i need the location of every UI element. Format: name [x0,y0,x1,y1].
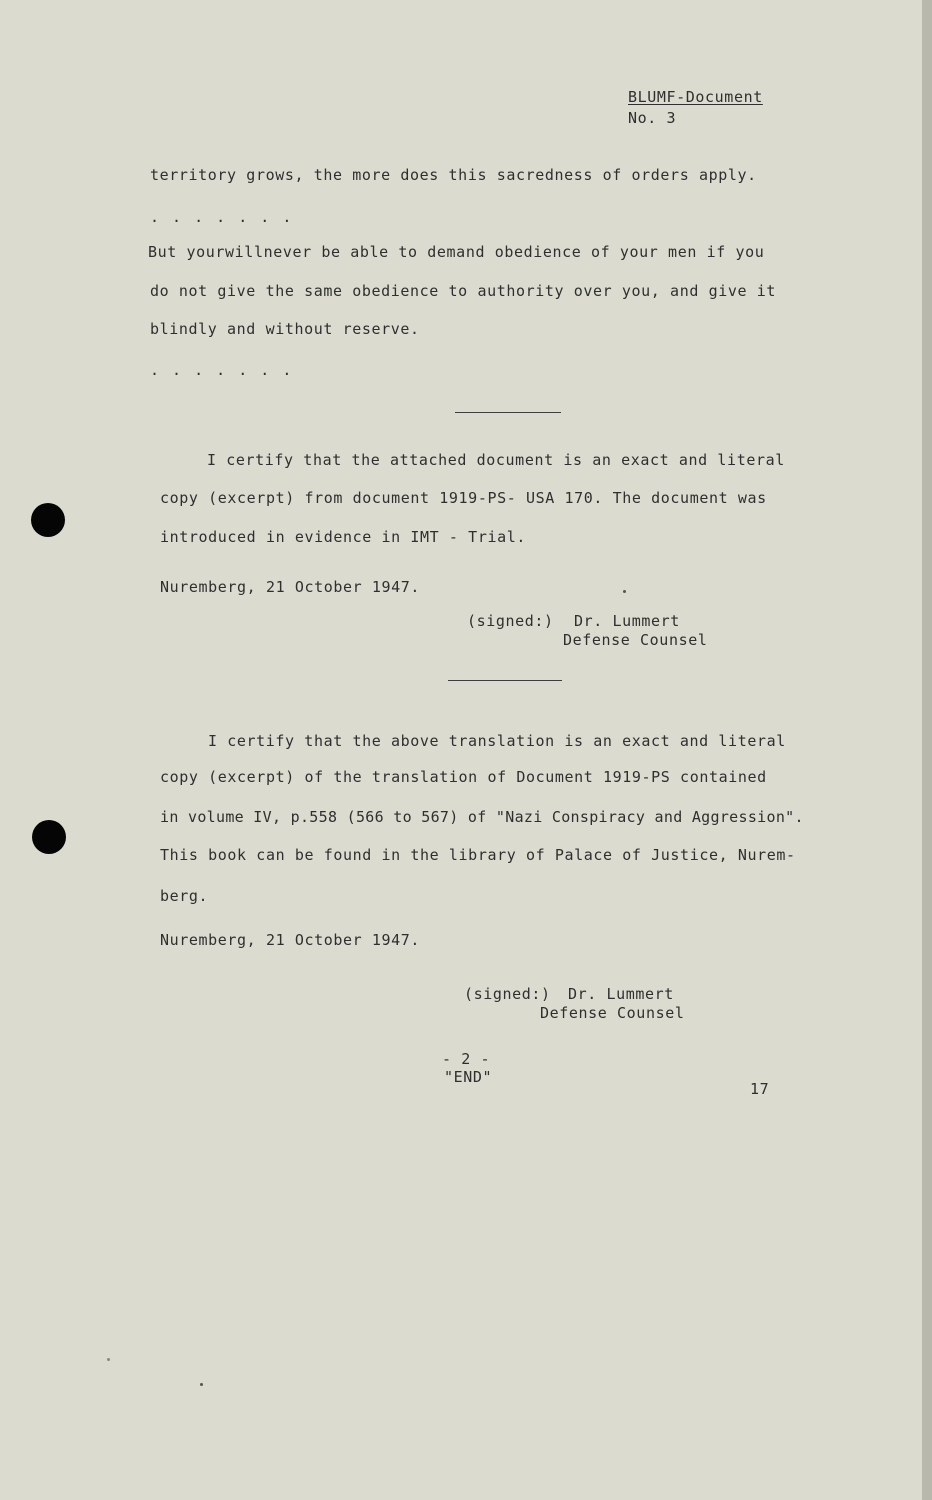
certification-line: in volume IV, p.558 (566 to 567) of "Nazi Conspiracy and Aggression". [160,808,804,826]
document-number: No. 3 [628,109,677,127]
paper-speck [623,590,626,593]
certification-line: introduced in evidence in IMT - Trial. [160,528,526,546]
document-label: BLUMF-Document [628,88,763,106]
paper-speck [200,1383,203,1386]
end-marker: "END" [444,1068,493,1086]
signer-title: Defense Counsel [563,631,708,649]
ellipsis: . . . . . . . [150,361,294,379]
excerpt-line: do not give the same obedience to authority over you, and give it [150,282,776,300]
place-date: Nuremberg, 21 October 1947. [160,578,421,596]
section-divider [448,680,562,681]
certification-line: I certify that the attached document is an exact and literal [207,451,785,469]
certification-line: I certify that the above translation is an exact and literal [208,732,786,750]
ellipsis: . . . . . . . [150,208,294,226]
certification-line: This book can be found in the library of Palace of Justice, Nurem- [160,846,796,864]
sheet-number: 17 [750,1080,770,1098]
excerpt-line: territory grows, the more does this sacredness of orders apply. [150,166,757,184]
certification-line: copy (excerpt) of the translation of Document 1919-PS contained [160,768,767,786]
punch-hole [32,820,66,854]
signed-label: (signed:) [467,612,554,630]
excerpt-line: But yourwillnever be able to demand obedience of your men if you [148,243,765,261]
certification-line: berg. [160,887,209,905]
excerpt-line: blindly and without reserve. [150,320,420,338]
signer-name: Dr. Lummert [568,985,674,1003]
page-marker: - 2 - [442,1050,491,1068]
section-divider [455,412,561,413]
signer-title: Defense Counsel [540,1004,685,1022]
certification-line: copy (excerpt) from document 1919-PS- USA 170. The document was [160,489,767,507]
signed-label: (signed:) [464,985,551,1003]
paper-edge [922,0,932,1500]
place-date: Nuremberg, 21 October 1947. [160,931,421,949]
punch-hole [31,503,65,537]
paper-speck [107,1358,110,1361]
signer-name: Dr. Lummert [574,612,680,630]
